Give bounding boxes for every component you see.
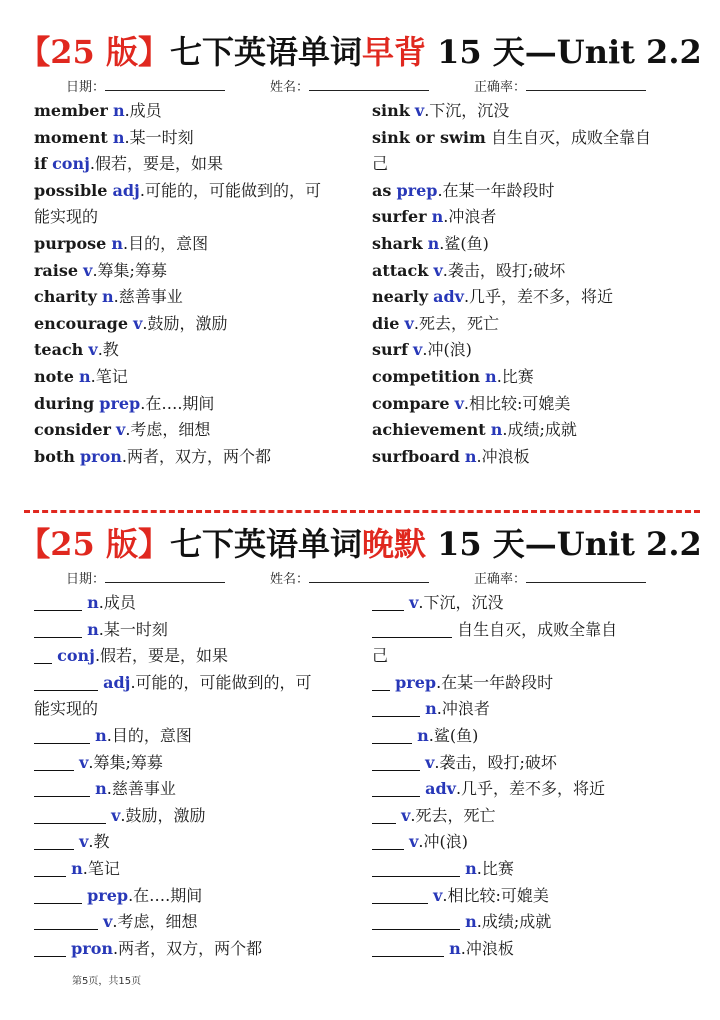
part-of-speech: n	[112, 101, 125, 120]
word-column-left	[34, 98, 364, 470]
dictation-row: v.死去，死亡	[372, 803, 702, 830]
word-row: surfboard n.冲浪板	[372, 446, 530, 466]
english-word: as	[372, 180, 392, 200]
english-word: member	[34, 101, 108, 120]
chinese-meaning: 两者，双方，两个都	[118, 938, 263, 958]
meaning-continuation	[372, 643, 702, 670]
part-of-speech: n	[485, 366, 497, 386]
word-row: note n.笔记	[34, 366, 128, 386]
chinese-meaning: 假若，要是，如果	[95, 154, 224, 174]
part-of-speech: n	[427, 233, 440, 253]
chinese-meaning: 考虑，细想	[117, 912, 198, 932]
chinese-meaning: 能实现的	[34, 207, 99, 227]
chinese-meaning: 鼓励，激励	[147, 313, 228, 333]
chinese-meaning: 成员	[129, 101, 162, 120]
dictation-row: n.笔记	[34, 856, 364, 883]
part-of-speech: v	[433, 885, 443, 905]
meaning-continuation	[34, 696, 364, 723]
part-of-speech: prep	[99, 393, 141, 413]
part-of-speech: n	[112, 127, 125, 147]
word-row: die v.死去，死亡	[372, 313, 499, 333]
part-of-speech: v	[409, 832, 419, 852]
word-row: competition n.比赛	[372, 366, 534, 386]
dictation-row: v.袭击，殴打;破坏	[372, 750, 702, 777]
english-word: charity	[34, 287, 97, 307]
chinese-meaning: 死去，死亡	[418, 313, 499, 333]
part-of-speech: n	[71, 858, 83, 878]
date-field[interactable]: 日期：	[66, 76, 225, 95]
chinese-meaning: 冲(浪)	[423, 832, 468, 852]
dictation-column-left	[34, 590, 364, 962]
answer-blank[interactable]	[34, 592, 82, 611]
part-of-speech: v	[111, 805, 121, 825]
part-of-speech: pron	[79, 446, 122, 466]
chinese-meaning: 冲浪者	[441, 699, 490, 719]
dictation-row: n.慈善事业	[34, 776, 364, 803]
chinese-meaning: 目的，意图	[111, 725, 192, 745]
meaning-continuation	[372, 151, 702, 178]
sheet-meta-row	[66, 568, 666, 590]
sheet-title: 【25 版】七下英语单词晚默 15 天—Unit 2.2	[18, 525, 702, 563]
part-of-speech: v	[133, 313, 143, 333]
part-of-speech: adv	[425, 779, 456, 799]
chinese-meaning: 在某一年龄段时	[441, 672, 554, 692]
english-word: sink	[372, 101, 410, 120]
chinese-meaning: 教	[102, 340, 119, 360]
word-row: compare v.相比较:可媲美	[372, 393, 571, 413]
word-row: consider v.考虑，细想	[34, 420, 211, 440]
answer-blank[interactable]	[372, 592, 404, 611]
name-field[interactable]: 姓名：	[270, 568, 429, 587]
chinese-meaning: 冲(浪)	[427, 340, 472, 360]
word-row: surfer n.冲浪者	[372, 207, 497, 227]
chinese-meaning: 笔记	[87, 858, 120, 878]
chinese-meaning: 成绩;成就	[507, 420, 577, 440]
english-word: consider	[34, 420, 111, 440]
part-of-speech: adj	[112, 180, 140, 200]
part-of-speech: n	[425, 699, 437, 719]
word-row: if conj.假若，要是，如果	[34, 154, 224, 174]
chinese-meaning: 死去，死亡	[415, 805, 496, 825]
answer-blank[interactable]	[372, 858, 460, 877]
part-of-speech: n	[431, 207, 444, 227]
chinese-meaning: 可能的，可能做到的，可	[144, 180, 321, 200]
chinese-meaning: 慈善事业	[118, 287, 183, 307]
chinese-meaning: 鲨(鱼)	[444, 233, 489, 253]
part-of-speech: v	[433, 260, 443, 280]
english-word: raise	[34, 260, 79, 280]
english-word: moment	[34, 127, 108, 147]
chinese-meaning: 冲浪者	[448, 207, 497, 227]
english-word: possible	[34, 180, 108, 200]
english-word: shark	[372, 233, 423, 253]
word-row: charity n.慈善事业	[34, 287, 183, 307]
dictation-row: adv.几乎，差不多，将近	[372, 776, 702, 803]
dictation-row: v.筹集;筹募	[34, 750, 364, 777]
dictation-row: adj.可能的，可能做到的，可	[34, 670, 364, 697]
english-word: surfer	[372, 207, 427, 227]
part-of-speech: n	[95, 725, 107, 745]
part-of-speech: v	[425, 752, 435, 772]
part-of-speech: v	[409, 593, 419, 612]
chinese-meaning: 几乎，差不多，将近	[461, 779, 606, 799]
part-of-speech: n	[87, 619, 99, 639]
chinese-meaning: 考虑，细想	[130, 420, 211, 440]
word-column-right	[372, 98, 702, 470]
dictation-row: prep.在某一年龄段时	[372, 670, 702, 697]
dictation-row: conj.假若，要是，如果	[34, 643, 364, 670]
word-row: during prep.在….期间	[34, 393, 215, 413]
dictation-row: n.目的，意图	[34, 723, 364, 750]
chinese-meaning: 冲浪板	[465, 938, 514, 958]
part-of-speech: conj	[57, 646, 95, 666]
english-word: die	[372, 313, 400, 333]
word-row: nearly adv.几乎，差不多，将近	[372, 287, 614, 307]
english-word: competition	[372, 366, 480, 386]
english-word: teach	[34, 340, 84, 360]
chinese-meaning: 成员	[103, 593, 136, 612]
part-of-speech: n	[465, 912, 477, 932]
dictation-row: v.下沉，沉没	[372, 590, 702, 617]
part-of-speech: v	[79, 832, 89, 852]
chinese-meaning: 筹集;筹募	[97, 260, 167, 280]
answer-blank[interactable]	[372, 672, 390, 691]
answer-blank[interactable]	[372, 911, 460, 930]
section-divider	[24, 510, 700, 513]
chinese-meaning: 慈善事业	[111, 779, 176, 799]
chinese-meaning: 成绩;成就	[481, 912, 552, 932]
answer-blank[interactable]	[34, 858, 66, 877]
part-of-speech: n	[102, 287, 114, 307]
chinese-meaning: 在某一年龄段时	[442, 180, 555, 200]
word-row: surf v.冲(浪)	[372, 340, 472, 360]
english-word: purpose	[34, 233, 107, 253]
part-of-speech: prep	[395, 672, 437, 692]
name-field[interactable]: 姓名：	[270, 76, 429, 95]
word-row: sink v.下沉，沉没	[372, 101, 510, 120]
word-row: teach v.教	[34, 340, 119, 360]
part-of-speech: adj	[103, 672, 131, 692]
answer-blank[interactable]	[372, 805, 396, 824]
meaning-continuation	[34, 204, 364, 231]
answer-blank[interactable]	[34, 725, 90, 744]
dictation-row: n.比赛	[372, 856, 702, 883]
part-of-speech: n	[95, 779, 107, 799]
answer-blank[interactable]	[372, 831, 404, 850]
chinese-meaning: 筹集;筹募	[93, 752, 163, 772]
word-row: as prep.在某一年龄段时	[372, 180, 555, 200]
part-of-speech: v	[401, 805, 411, 825]
dictation-row: prep.在….期间	[34, 883, 364, 910]
chinese-meaning: 在….期间	[133, 885, 203, 905]
dictation-row: n.冲浪者	[372, 696, 702, 723]
dictation-row: v.鼓励，激励	[34, 803, 364, 830]
chinese-meaning: 在….期间	[145, 393, 215, 413]
english-word: encourage	[34, 313, 129, 333]
chinese-meaning: 可能的，可能做到的，可	[135, 672, 312, 692]
part-of-speech: conj	[52, 154, 90, 174]
english-word: surf	[372, 340, 408, 360]
answer-blank[interactable]	[34, 672, 98, 691]
english-word: note	[34, 366, 74, 386]
chinese-meaning: 自生自灭，成败全靠自	[490, 127, 651, 147]
part-of-speech: v	[413, 340, 423, 360]
answer-blank[interactable]	[372, 725, 412, 744]
answer-blank[interactable]	[34, 778, 90, 797]
answer-blank[interactable]	[372, 938, 444, 957]
word-row: encourage v.鼓励，激励	[34, 313, 228, 333]
english-word: attack	[372, 260, 429, 280]
dictation-row: n.鲨(鱼)	[372, 723, 702, 750]
answer-blank[interactable]	[372, 885, 428, 904]
part-of-speech: v	[88, 340, 98, 360]
word-row: achievement n.成绩;成就	[372, 420, 577, 440]
part-of-speech: prep	[87, 885, 129, 905]
english-word: compare	[372, 393, 450, 413]
chinese-meaning: 自生自灭，成败全靠自	[457, 619, 618, 639]
answer-blank[interactable]	[34, 911, 98, 930]
part-of-speech: v	[454, 393, 464, 413]
dictation-row	[372, 617, 702, 644]
chinese-meaning: 袭击，殴打;破坏	[439, 752, 557, 772]
chinese-meaning: 假若，要是，如果	[100, 646, 229, 666]
word-row: possible adj.可能的，可能做到的，可	[34, 180, 321, 200]
dictation-row: v.冲(浪)	[372, 829, 702, 856]
answer-blank[interactable]	[372, 698, 420, 717]
english-word: both	[34, 446, 75, 466]
english-word: achievement	[372, 420, 486, 440]
dictation-row: v.教	[34, 829, 364, 856]
chinese-meaning: 鲨(鱼)	[433, 725, 479, 745]
word-row: raise v.筹集;筹募	[34, 260, 167, 280]
part-of-speech: v	[83, 260, 93, 280]
chinese-meaning: 相比较:可媲美	[447, 885, 549, 905]
part-of-speech: n	[449, 938, 461, 958]
part-of-speech: n	[490, 420, 503, 440]
part-of-speech: prep	[396, 180, 438, 200]
chinese-meaning: 几乎，差不多，将近	[469, 287, 614, 307]
chinese-meaning: 笔记	[95, 366, 128, 386]
word-row: shark n.鲨(鱼)	[372, 233, 489, 253]
part-of-speech: n	[464, 446, 477, 466]
answer-blank[interactable]	[372, 752, 420, 771]
part-of-speech: adv	[433, 287, 464, 307]
page-number: 第5页，共15页	[72, 976, 142, 987]
chinese-meaning: 教	[93, 832, 110, 852]
answer-blank[interactable]	[34, 831, 74, 850]
chinese-meaning: 下沉，沉没	[429, 101, 510, 120]
english-word: surfboard	[372, 446, 460, 466]
word-row: both pron.两者，双方，两个都	[34, 446, 272, 466]
answer-blank[interactable]	[34, 885, 82, 904]
chinese-meaning: 能实现的	[34, 699, 99, 719]
answer-blank[interactable]	[34, 752, 74, 771]
part-of-speech: n	[78, 366, 91, 386]
english-word: during	[34, 393, 95, 413]
part-of-speech: v	[414, 101, 425, 120]
english-word: sink or swim	[372, 127, 486, 147]
date-field[interactable]: 日期：	[66, 568, 225, 587]
part-of-speech: n	[87, 593, 99, 612]
answer-blank[interactable]	[372, 619, 452, 638]
answer-blank[interactable]	[34, 645, 52, 664]
english-word: nearly	[372, 287, 428, 307]
chinese-meaning: 冲浪板	[481, 446, 530, 466]
part-of-speech: n	[465, 858, 477, 878]
chinese-meaning: 己	[372, 646, 389, 666]
chinese-meaning: 比赛	[501, 366, 534, 386]
english-word: if	[34, 154, 47, 174]
answer-blank[interactable]	[372, 778, 420, 797]
chinese-meaning: 下沉，沉没	[423, 593, 504, 612]
chinese-meaning: 己	[372, 154, 389, 174]
answer-blank[interactable]	[34, 938, 66, 957]
accuracy-field[interactable]: 正确率：	[474, 568, 646, 587]
part-of-speech: v	[79, 752, 89, 772]
word-row	[372, 125, 702, 152]
part-of-speech: pron	[71, 938, 114, 958]
part-of-speech: v	[116, 420, 126, 440]
dictation-row: n.某一时刻	[34, 617, 364, 644]
sheet-title: 【25 版】七下英语单词早背 15 天—Unit 2.2	[18, 33, 702, 71]
chinese-meaning: 比赛	[481, 858, 514, 878]
dictation-row: n.成绩;成就	[372, 909, 702, 936]
part-of-speech: n	[417, 725, 429, 745]
sheet-meta-row	[66, 76, 666, 98]
dictation-row: n.冲浪板	[372, 936, 702, 963]
part-of-speech: v	[103, 912, 113, 932]
word-row: moment n.某一时刻	[34, 127, 194, 147]
answer-blank[interactable]	[34, 805, 106, 824]
word-row: purpose n.目的，意图	[34, 233, 209, 253]
answer-blank[interactable]	[34, 619, 82, 638]
part-of-speech: v	[404, 313, 414, 333]
chinese-meaning: 某一时刻	[129, 127, 194, 147]
chinese-meaning: 鼓励，激励	[125, 805, 206, 825]
dictation-column-right	[372, 590, 702, 962]
dictation-row: v.相比较:可媲美	[372, 883, 702, 910]
accuracy-field[interactable]: 正确率：	[474, 76, 646, 95]
chinese-meaning: 目的，意图	[128, 233, 209, 253]
word-row: attack v.袭击，殴打;破坏	[372, 260, 566, 280]
chinese-meaning: 袭击，殴打;破坏	[447, 260, 566, 280]
chinese-meaning: 两者，双方，两个都	[127, 446, 272, 466]
dictation-row: pron.两者，双方，两个都	[34, 936, 364, 963]
part-of-speech: n	[111, 233, 124, 253]
chinese-meaning: 相比较:可媲美	[469, 393, 571, 413]
word-row: member n.成员	[34, 101, 162, 120]
chinese-meaning: 某一时刻	[103, 619, 168, 639]
dictation-row: v.考虑，细想	[34, 909, 364, 936]
dictation-row: n.成员	[34, 590, 364, 617]
